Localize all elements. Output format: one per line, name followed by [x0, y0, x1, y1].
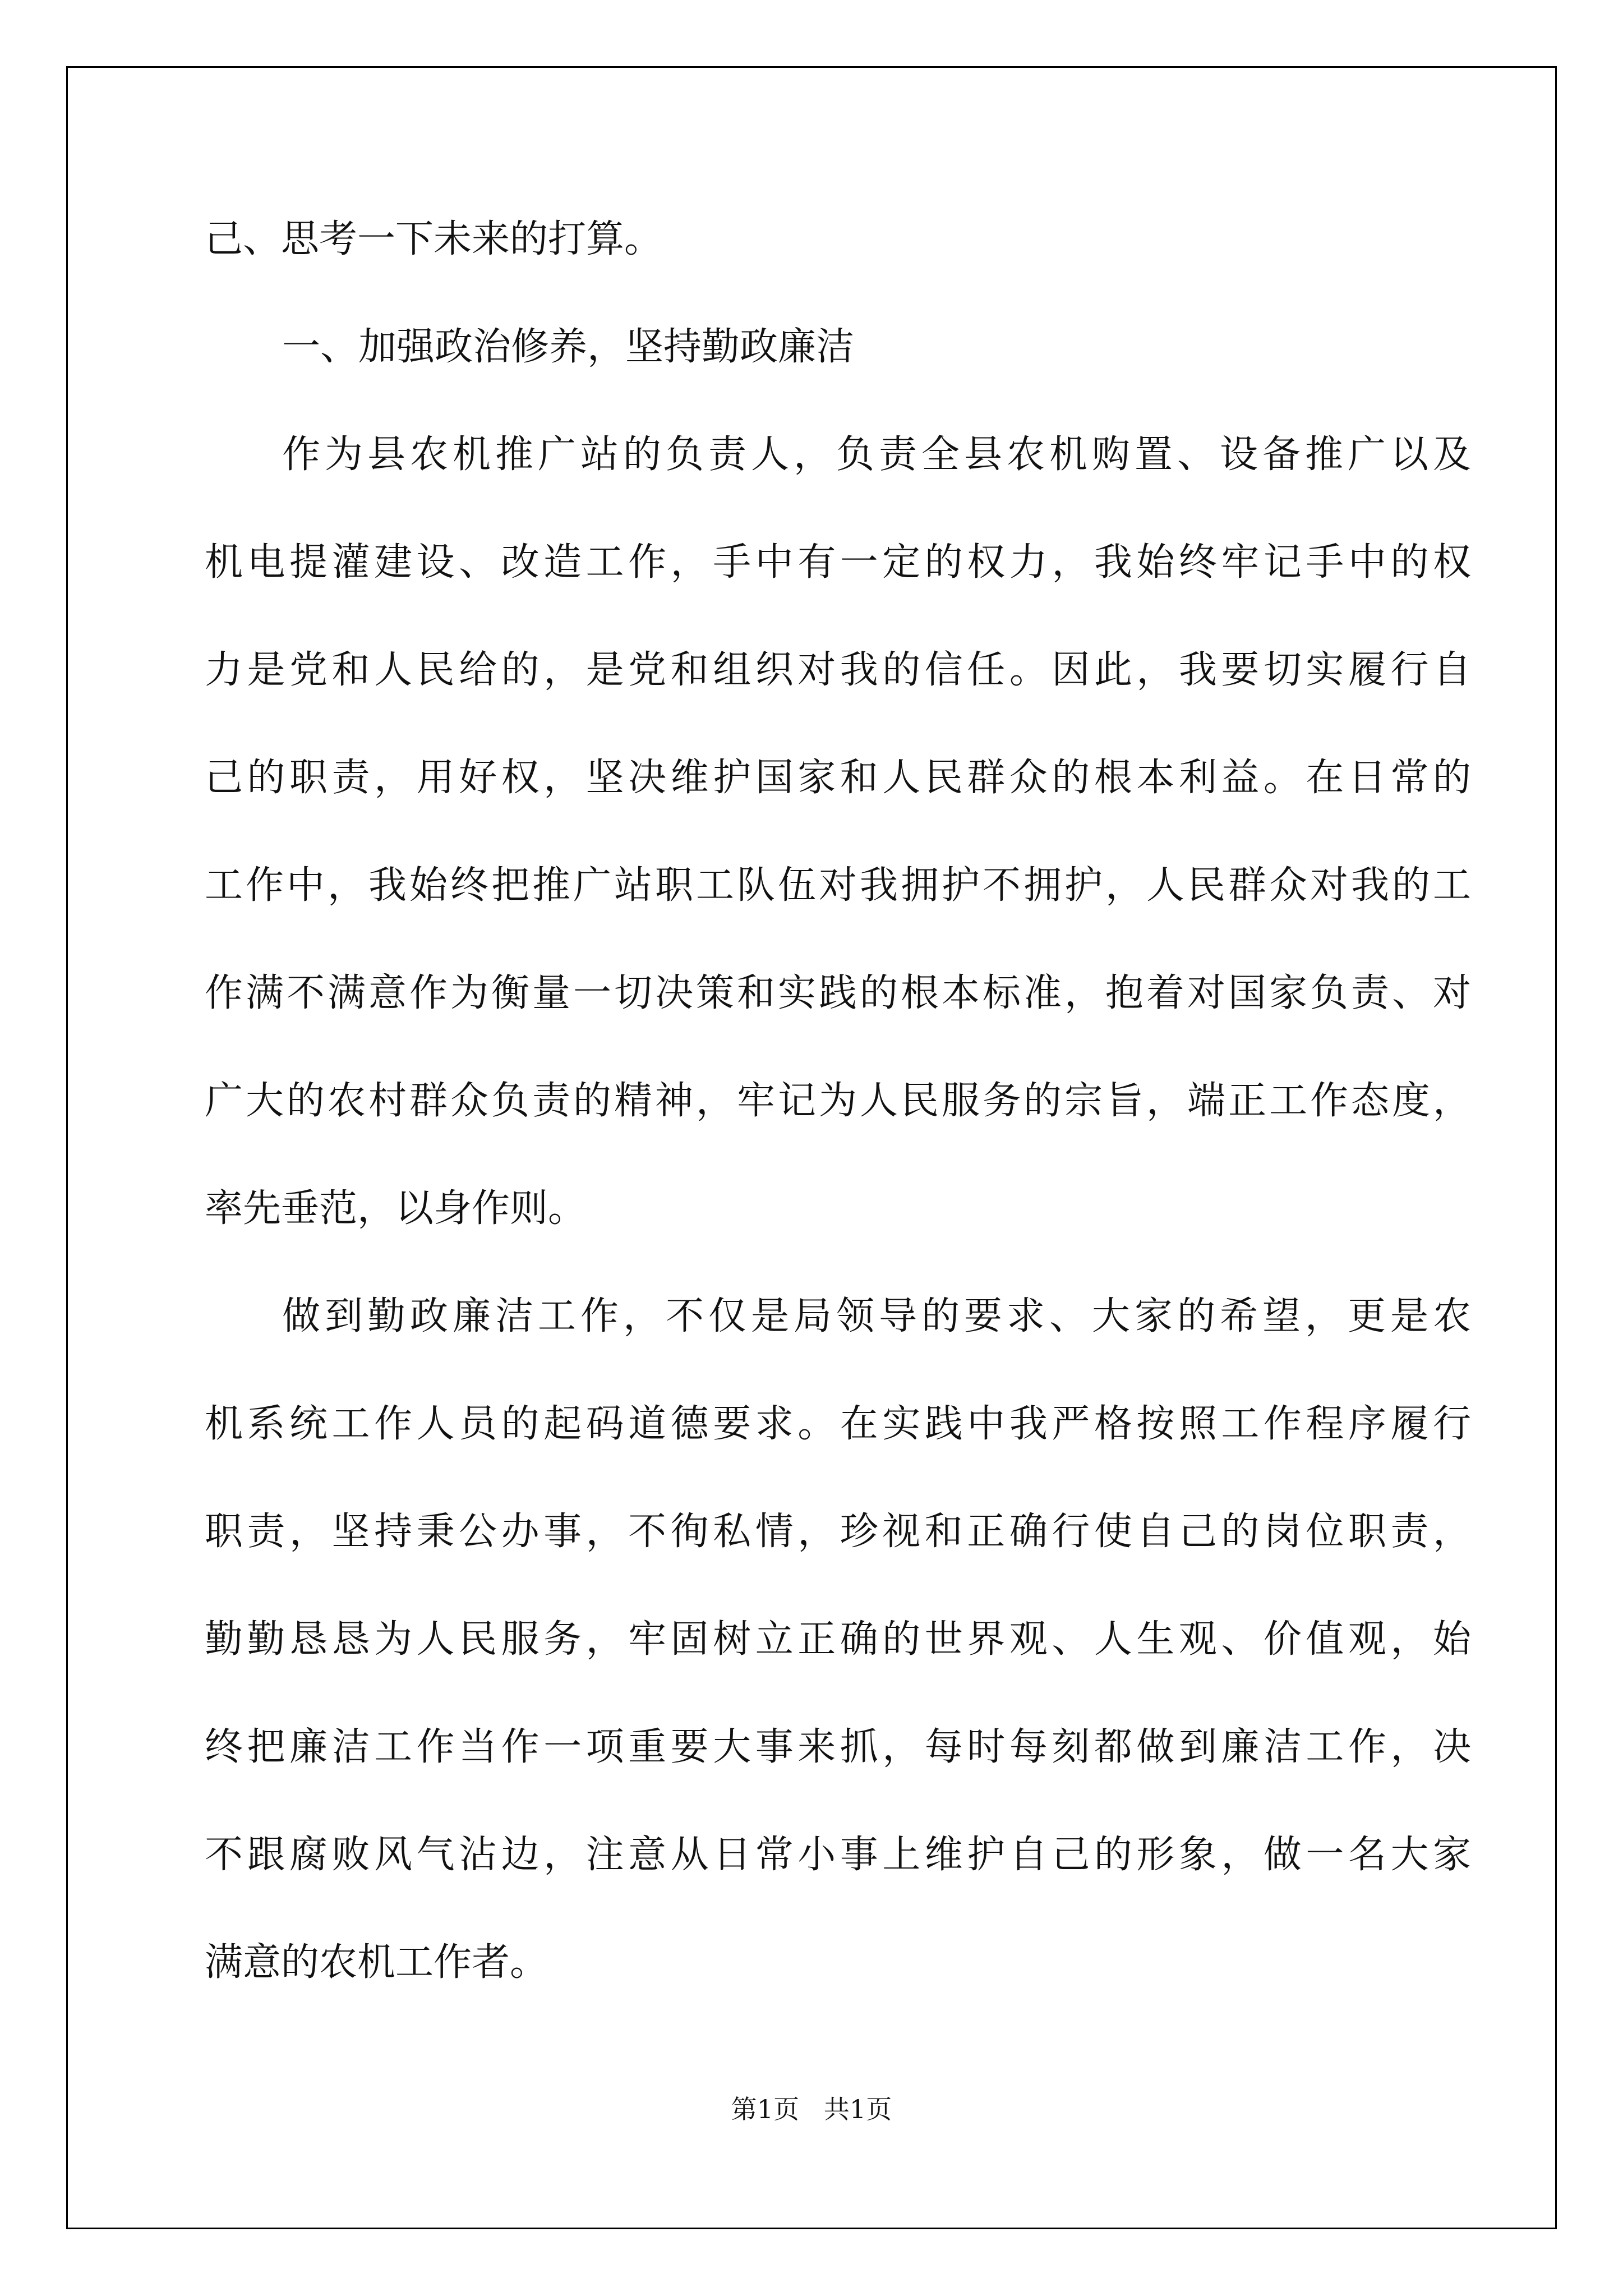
text-line: 率先垂范，以身作则。: [205, 1186, 587, 1231]
text-line: 终把廉洁工作当作一项重要大事来抓，每时每刻都做到廉洁工作，决: [205, 1725, 1471, 1769]
text-line: 勤勤恳恳为人民服务，牢固树立正确的世界观、人生观、价值观，始: [205, 1617, 1471, 1662]
text-line: 机电提灌建设、改造工作，手中有一定的权力，我始终牢记手中的权: [205, 540, 1471, 585]
text-line: 己、思考一下未来的打算。: [205, 217, 663, 261]
text-line: 作满不满意作为衡量一切决策和实践的根本标准，抱着对国家负责、对: [205, 971, 1471, 1015]
text-line: 力是党和人民给的，是党和组织对我的信任。因此，我要切实履行自: [205, 648, 1471, 692]
text-line: 满意的农机工作者。: [205, 1940, 548, 1985]
text-line: 做到勤政廉洁工作，不仅是局领导的要求、大家的希望，更是农: [282, 1294, 1471, 1338]
text-line: 己的职责，用好权，坚决维护国家和人民群众的根本利益。在日常的: [205, 756, 1471, 800]
text-line: 职责，坚持秉公办事，不徇私情，珍视和正确行使自己的岗位职责，: [205, 1510, 1471, 1554]
text-line: 机系统工作人员的起码道德要求。在实践中我严格按照工作程序履行: [205, 1402, 1471, 1446]
text-line: 工作中，我始终把推广站职工队伍对我拥护不拥护，人民群众对我的工: [205, 863, 1471, 908]
page-border: [66, 66, 1557, 2229]
page-number: 第1页 共1页: [731, 2094, 892, 2124]
text-line: 不跟腐败风气沾边，注意从日常小事上维护自己的形象，做一名大家: [205, 1833, 1471, 1877]
text-line: 作为县农机推广站的负责人，负责全县农机购置、设备推广以及: [282, 432, 1471, 477]
text-line: 广大的农村群众负责的精神，牢记为人民服务的宗旨，端正工作态度，: [205, 1079, 1471, 1123]
section-heading: 一、加强政治修养，坚持勤政廉洁: [282, 325, 855, 369]
